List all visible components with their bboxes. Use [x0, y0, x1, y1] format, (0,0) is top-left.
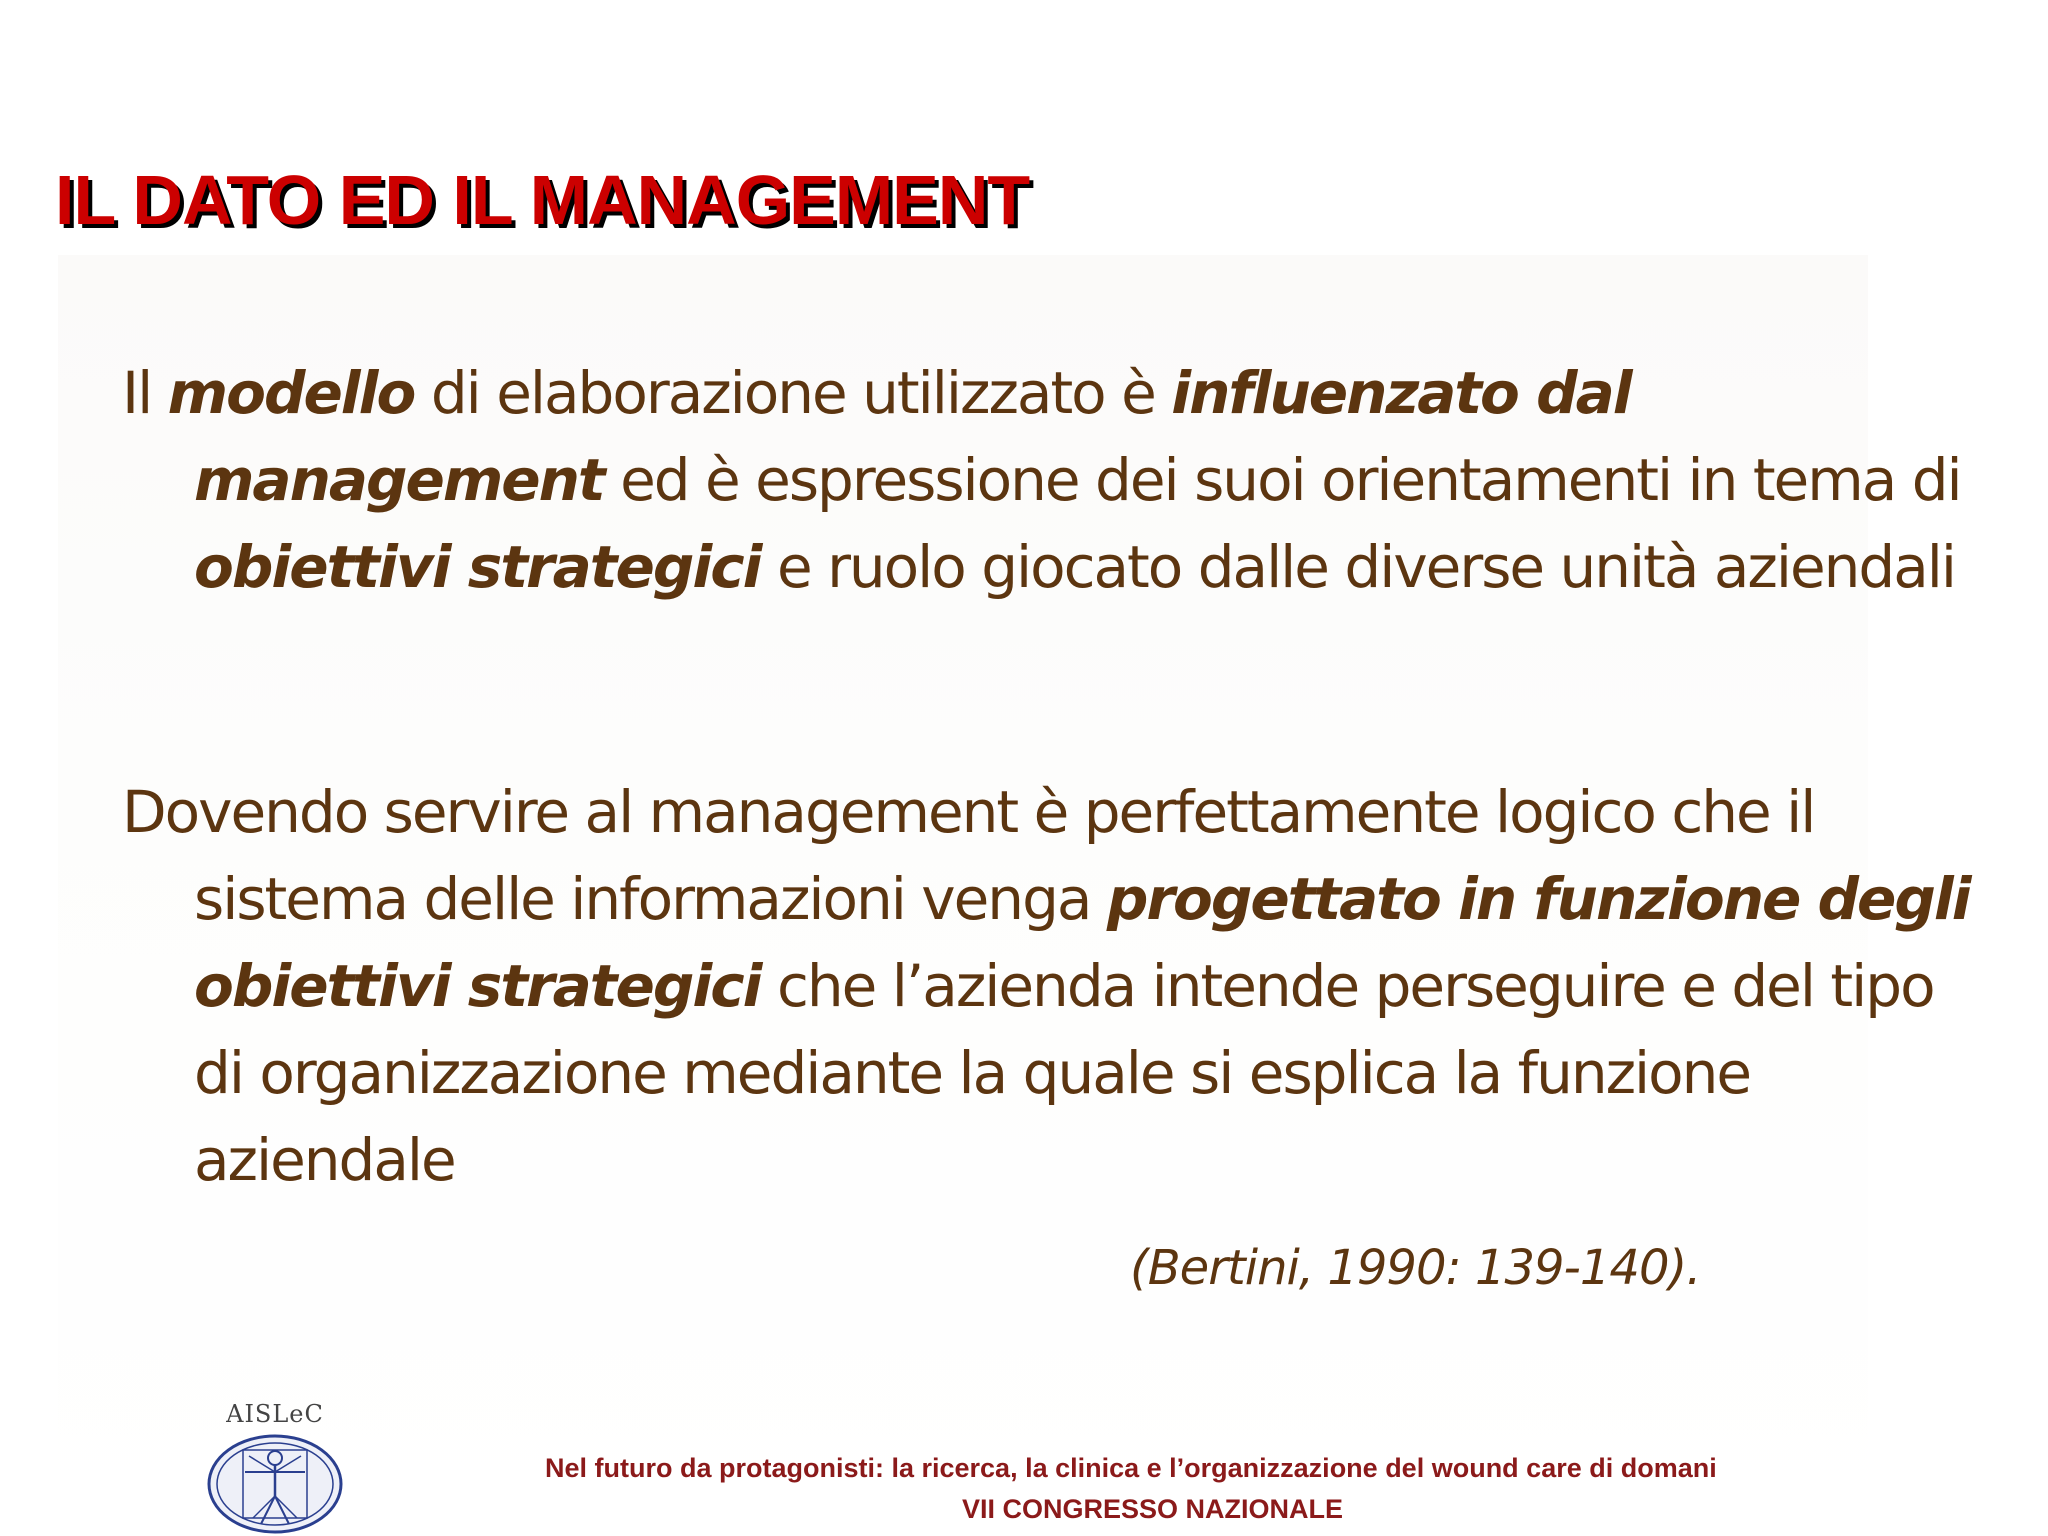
logo-text: AISLeC [226, 1400, 324, 1428]
aislec-logo [205, 1400, 345, 1536]
p1-emphasis: influenzato dal management [194, 359, 1631, 514]
paragraph-2 [122, 769, 1994, 1204]
p1-run: e ruolo giocato dalle diverse unità aziendali [760, 533, 1956, 601]
p2-run: che l’azienda intende perseguire e del tipo di organizzazione mediante la quale si esplica la funzione aziendale [194, 952, 1934, 1194]
footer-congress: VII CONGRESSO NAZIONALE [962, 1494, 1344, 1524]
p2-emphasis: progettato in funzione degli obiettivi strategici [194, 865, 1970, 1020]
slide-title: IL DATO ED IL MANAGEMENT [55, 161, 1030, 239]
citation: (Bertini, 1990: 139-140). [1130, 1240, 1701, 1296]
p1-run: Il [122, 359, 168, 427]
vitruvian-man-icon [205, 1432, 345, 1536]
p1-run: di elaborazione utilizzato è [414, 359, 1172, 427]
p2-run: Dovendo servire al management è perfettamente logico che il sistema delle informazioni venga [122, 778, 1815, 933]
paragraph-1 [122, 350, 1994, 611]
p1-run: ed è espressione dei suoi orientamenti in tema di [603, 446, 1961, 514]
p1-emphasis: modello [167, 359, 415, 427]
p1-emphasis: obiettivi strategici [194, 533, 761, 601]
footer-tagline: Nel futuro da protagonisti: la ricerca, la clinica e l’organizzazione del wound care di domani [545, 1453, 1717, 1483]
